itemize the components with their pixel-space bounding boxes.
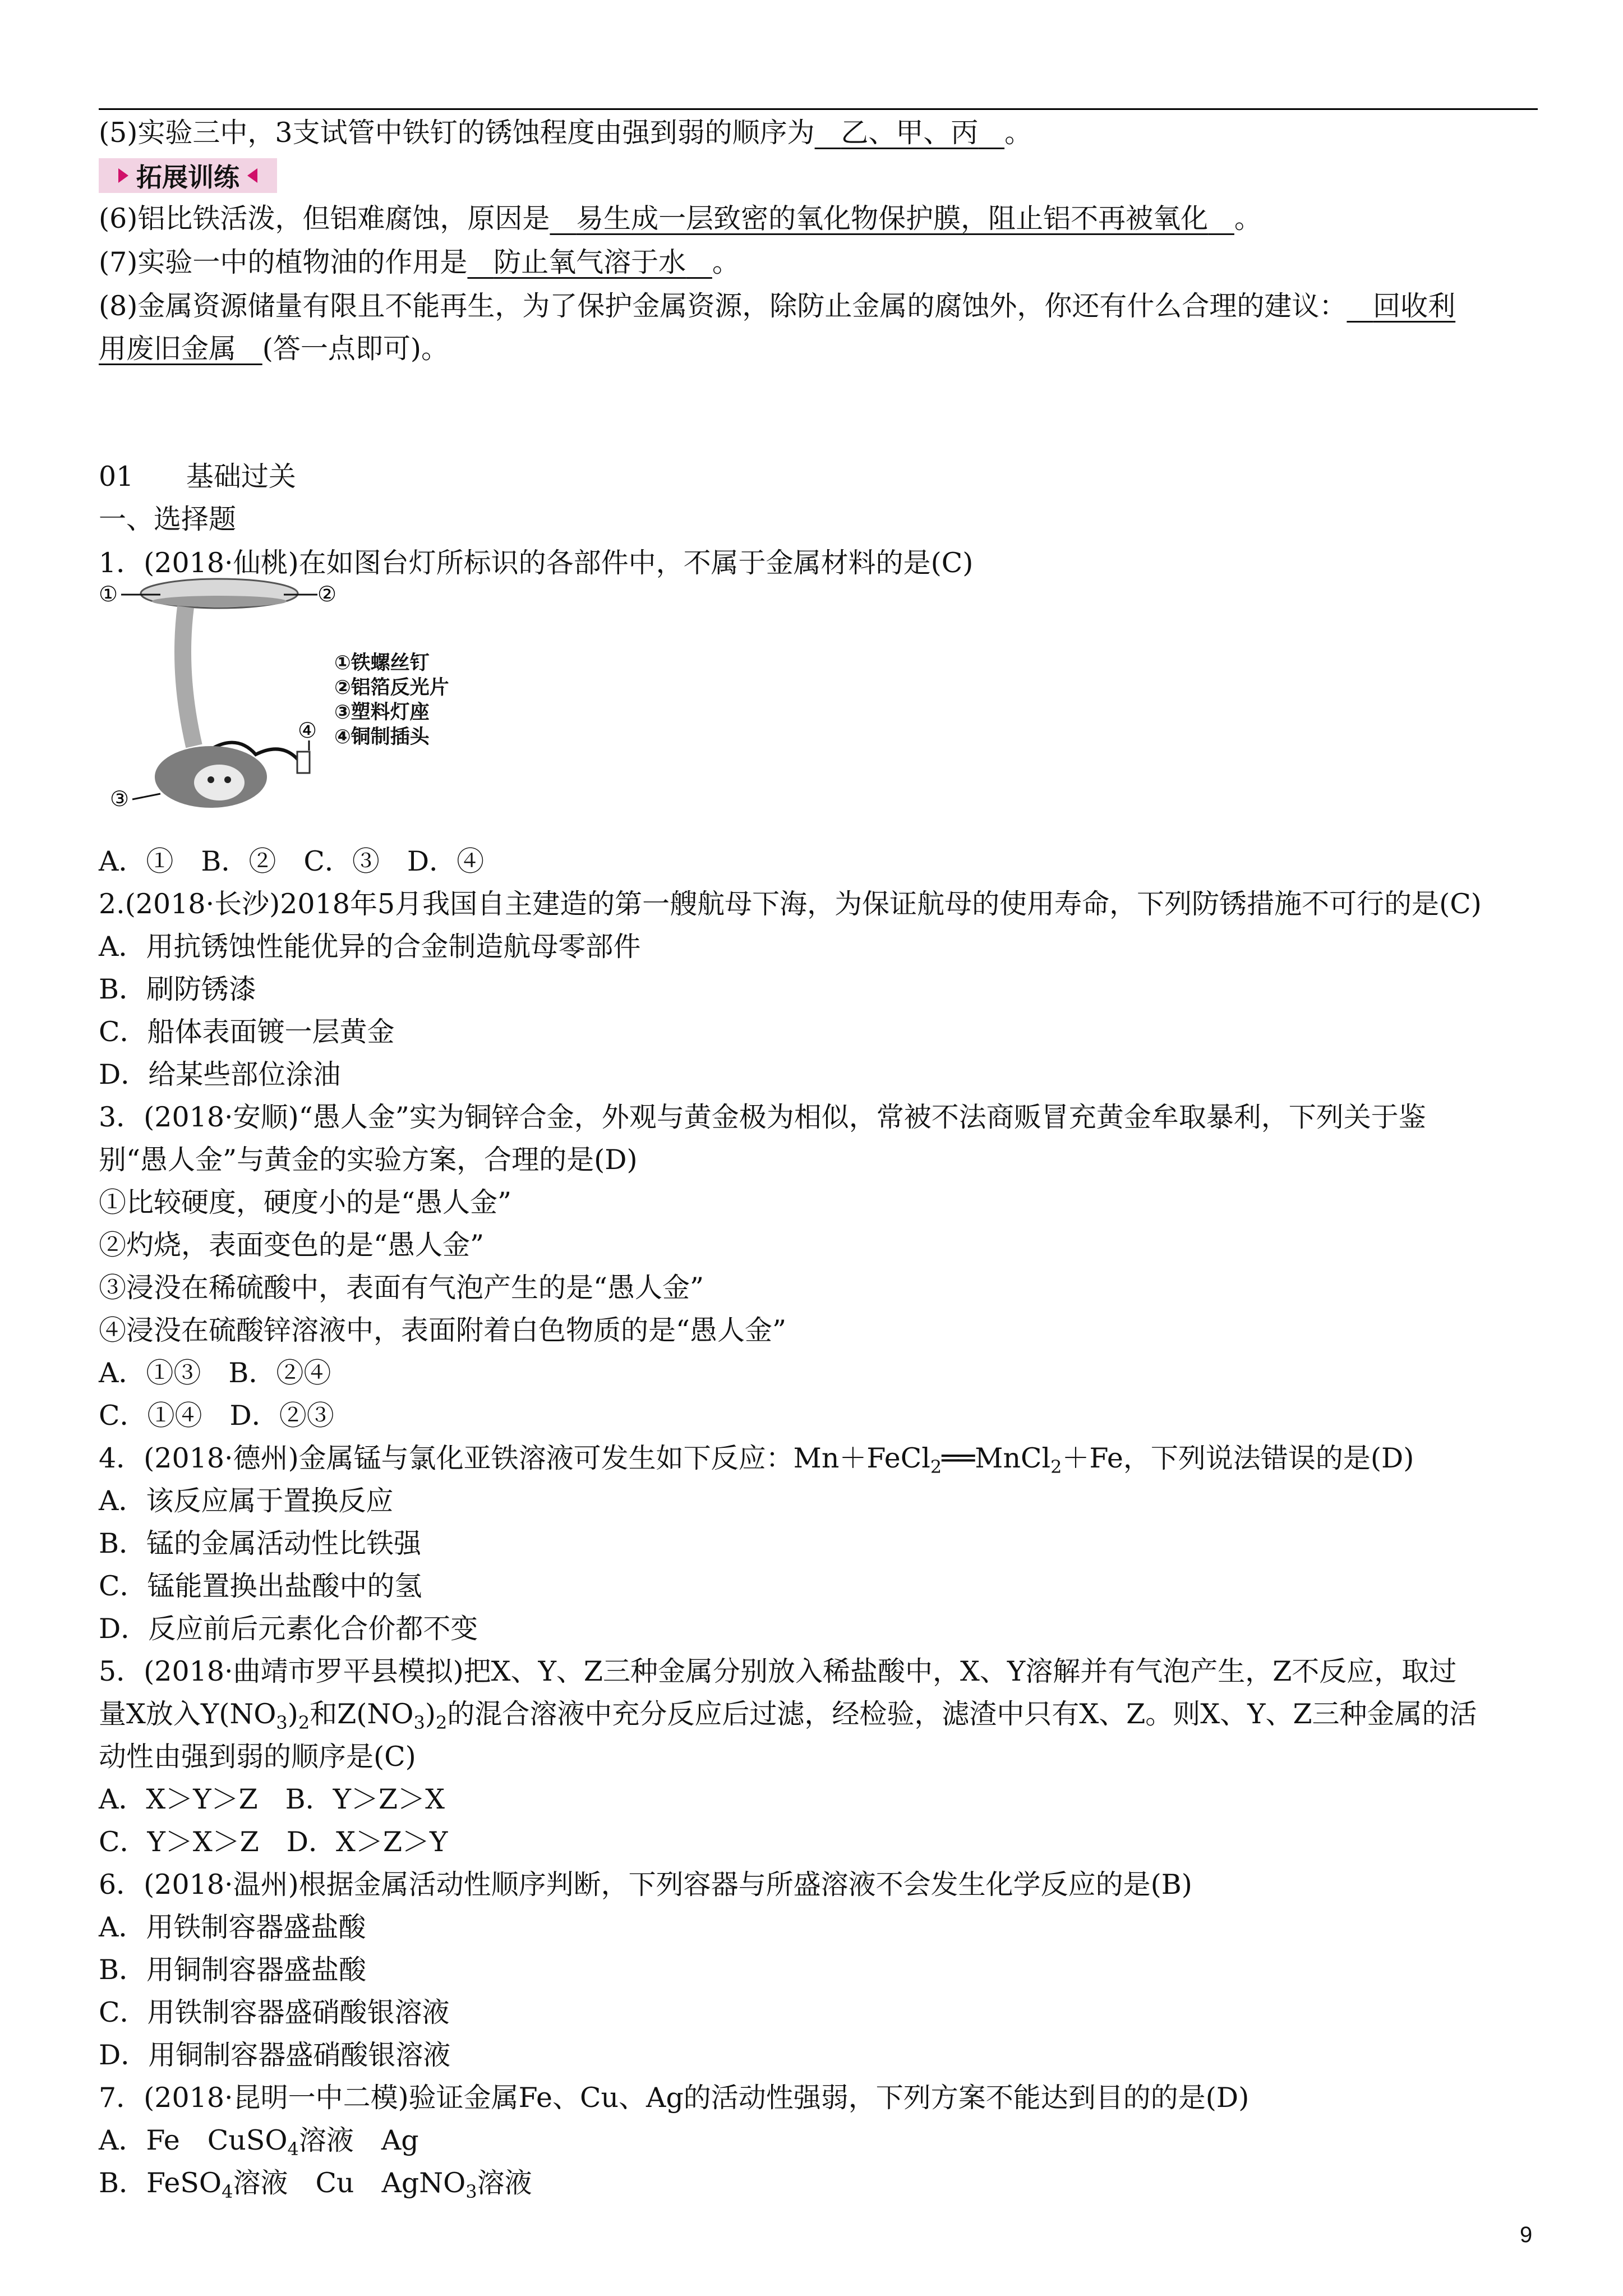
q6-prev-line: (6)铝比铁活泼，但铝难腐蚀，原因是 易生成一层致密的氧化物保护膜，阻止铝不再被氧化 。 <box>99 203 1262 234</box>
plug <box>297 752 310 773</box>
label-3: ③ <box>110 786 130 811</box>
q5-stem-1: 5．(2018·曲靖市罗平县模拟)把X、Y、Z三种金属分别放入稀盐酸中，X、Y溶解并有气泡产生，Z不反应，取过 <box>99 1655 1457 1687</box>
q3-item-1: ①比较硬度，硬度小的是“愚人金” <box>99 1186 512 1218</box>
q8-prev-line1: (8)金属资源储量有限且不能再生，为了保护金属资源，除防止金属的腐蚀外，你还有什么合理的建议： 回收利 <box>99 290 1456 322</box>
q2-option-a: A．用抗锈蚀性能优异的合金制造航母零部件 <box>99 931 641 963</box>
q1-options: A．① B．② C．③ D．④ <box>99 845 485 877</box>
q6-option-b: B．用铜制容器盛盐酸 <box>99 1954 367 1986</box>
header-rule <box>99 108 1538 110</box>
label-1: ① <box>99 582 118 606</box>
q5-stem-3: 动性由强到弱的顺序是(C) <box>99 1741 416 1773</box>
section-subheading: 一、选择题 <box>99 503 237 535</box>
q4-option-b: B．锰的金属活动性比铁强 <box>99 1527 422 1559</box>
triangle-right-icon <box>118 168 128 183</box>
answer-blank: 防止氧气溶于水 <box>494 246 686 278</box>
q6-stem: 6．(2018·温州)根据金属活动性顺序判断，下列容器与所盛溶液不会发生化学反应的是(B) <box>99 1869 1192 1901</box>
q4-option-d: D．反应前后元素化合价都不变 <box>99 1613 478 1645</box>
answer-blank: 用废旧金属 <box>99 333 237 365</box>
q2-option-c: C．船体表面镀一层黄金 <box>99 1016 395 1048</box>
triangle-left-icon <box>247 168 257 183</box>
q3-stem-1: 3．(2018·安顺)“愚人金”实为铜锌合金，外观与黄金极为相似，常被不法商贩冒充黄金牟取暴利，下列关于鉴 <box>99 1101 1426 1133</box>
q2-stem: 2.(2018·长沙)2018年5月我国自主建造的第一艘航母下海，为保证航母的使用寿命，下列防锈措施不可行的是(C) <box>99 888 1482 920</box>
q4-option-c: C．锰能置换出盐酸中的氢 <box>99 1570 422 1602</box>
q3-item-4: ④浸没在硫酸锌溶液中，表面附着白色物质的是“愚人金” <box>99 1314 787 1346</box>
q3-item-2: ②灼烧，表面变色的是“愚人金” <box>99 1229 485 1261</box>
q5-options-1: A．X＞Y＞Z B．Y＞Z＞X <box>99 1783 445 1815</box>
q3-options-1: A．①③ B．②④ <box>99 1357 331 1389</box>
q2-option-d: D．给某些部位涂油 <box>99 1059 341 1091</box>
q3-stem-2: 别“愚人金”与黄金的实验方案，合理的是(D) <box>99 1144 638 1176</box>
q7-stem: 7．(2018·昆明一中二模)验证金属Fe、Cu、Ag的活动性强弱，下列方案不能达到目的的是(D) <box>99 2082 1249 2114</box>
q7-option-a: A．Fe CuSO$_4$溶液 Ag <box>99 2124 419 2160</box>
q5-options-2: C．Y＞X＞Z D．X＞Z＞Y <box>99 1826 448 1858</box>
q6-option-a: A．用铁制容器盛盐酸 <box>99 1911 366 1943</box>
label-2: ② <box>317 582 337 606</box>
q7-option-b: B．FeSO$_4$溶液 Cu AgNO$_3$溶液 <box>99 2167 532 2202</box>
lamp-neck <box>183 607 194 746</box>
q1-stem: 1．(2018·仙桃)在如图台灯所标识的各部件中，不属于金属材料的是(C) <box>99 547 974 579</box>
q2-option-b: B．刷防锈漆 <box>99 973 257 1005</box>
q8-prev-line2: 用废旧金属 (答一点即可)。 <box>99 333 449 365</box>
lamp-legend: ①铁螺丝钉 ②铝箔反光片 ③塑料灯座 ④铜制插头 <box>334 652 449 748</box>
label-4: ④ <box>298 718 317 743</box>
page-number: 9 <box>1520 2223 1533 2247</box>
lamp-reflector <box>152 596 287 607</box>
answer-blank: 易生成一层致密的氧化物保护膜，阻止铝不再被氧化 <box>576 203 1209 234</box>
q3-options-2: C．①④ D．②③ <box>99 1400 334 1432</box>
section-heading: 01 基础过关 <box>99 461 296 493</box>
q4-option-a: A．该反应属于置换反应 <box>99 1485 394 1517</box>
q5-prev-line: (5)实验三中，3支试管中铁钉的锈蚀程度由强到弱的顺序为 乙、甲、丙 。 <box>99 117 1032 149</box>
q6-option-d: D．用铜制容器盛硝酸银溶液 <box>99 2039 451 2071</box>
rabbit-face <box>194 765 245 800</box>
q5-stem-2: 量X放入$Y(NO_3)_2$和$Z(NO_3)_2$的混合溶液中充分反应后过滤，经检验，滤渣中只有X、Z。则X、Y、Z三种金属的活 <box>99 1698 1477 1733</box>
extension-training-badge: 拓展训练 <box>99 158 277 193</box>
q3-item-3: ③浸没在稀硫酸中，表面有气泡产生的是“愚人金” <box>99 1272 704 1304</box>
q7-prev-line: (7)实验一中的植物油的作用是 防止氧气溶于水 。 <box>99 246 740 278</box>
answer-blank: 乙、甲、丙 <box>841 117 979 149</box>
q6-option-c: C．用铁制容器盛硝酸银溶液 <box>99 1996 450 2028</box>
answer-blank: 回收利 <box>1373 290 1456 322</box>
q4-stem: 4．(2018·德州)金属锰与氯化亚铁溶液可发生如下反应：Mn＋FeCl$_2$══MnCl$_2$＋Fe，下列说法错误的是(D) <box>99 1442 1414 1478</box>
